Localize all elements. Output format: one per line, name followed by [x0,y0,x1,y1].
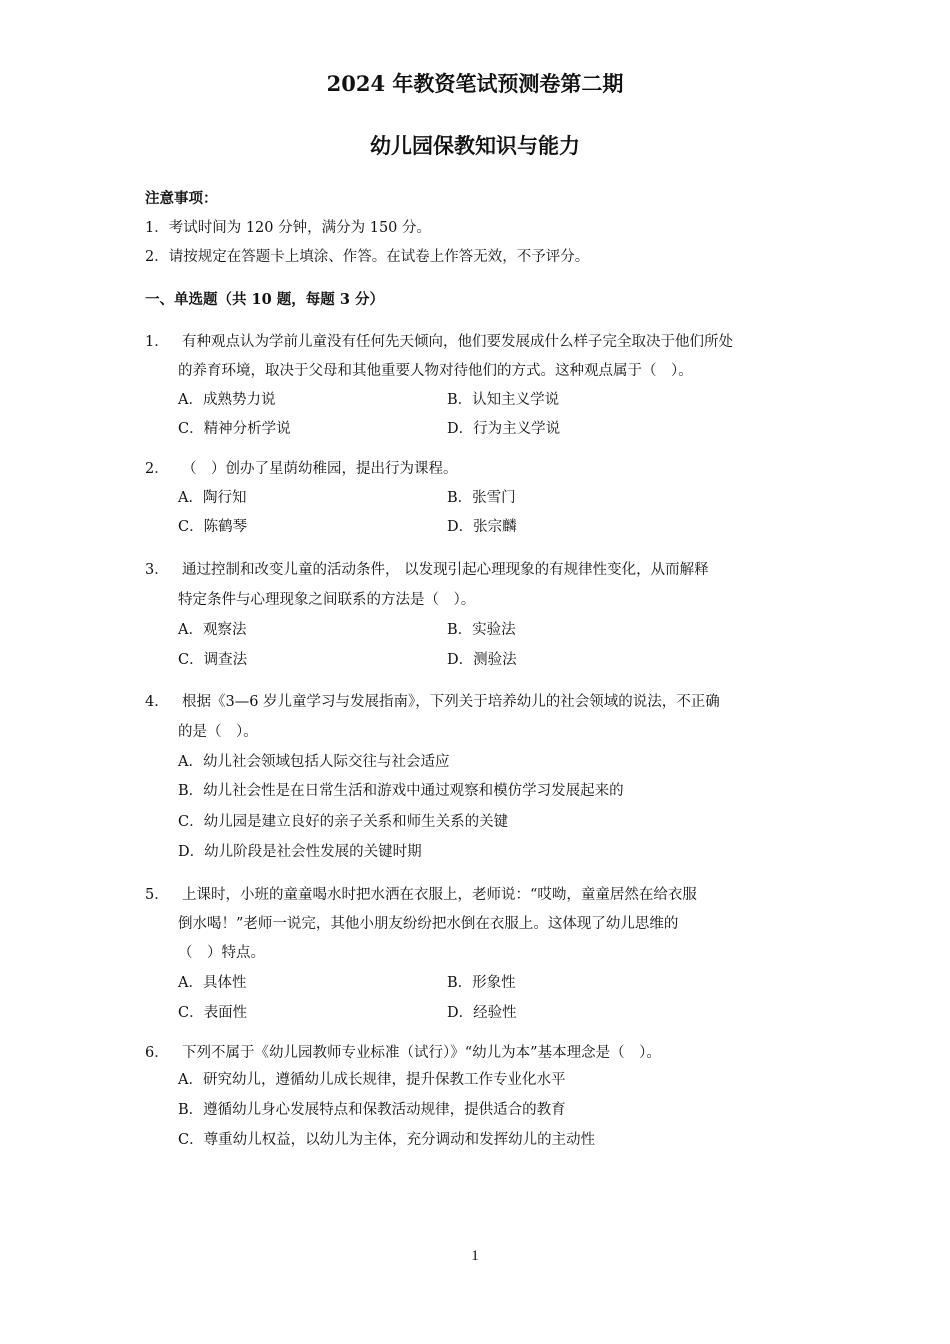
question-text: 的养育环境，取决于父母和其他重要人物对待他们的方式。这种观点属于（ ）。 [178,363,693,379]
notice-heading: 注意事项： [145,190,218,207]
section-heading: 一、单选题（共 10 题，每题 3 分） [145,291,384,308]
option-b: B．认知主义学说 [447,392,560,408]
option-b: B．实验法 [447,622,516,638]
option-b: B．遵循幼儿身心发展特点和保教活动规律，提供适合的教育 [178,1102,566,1118]
question-number: 6． [145,1045,169,1061]
question-number: 3． [145,562,169,578]
question-text: （ ）创办了星荫幼稚园，提出行为课程。 [182,461,458,477]
option-d: D．张宗麟 [447,519,517,535]
option-b: B．形象性 [447,975,516,991]
notice-item: 1．考试时间为 120 分钟，满分为 150 分。 [145,220,432,236]
question-text: 根据《3—6 岁儿童学习与发展指南》，下列关于培养幼儿的社会领域的说法，不正确 [182,694,720,710]
option-d: D．行为主义学说 [447,421,561,437]
option-c: C．幼儿园是建立良好的亲子关系和师生关系的关键 [178,814,509,830]
option-c: C．表面性 [178,1005,248,1021]
question-text: 的是（ ）。 [178,724,258,740]
option-d: D．经验性 [447,1005,517,1021]
option-c: C．调查法 [178,652,248,668]
notice-item: 2．请按规定在答题卡上填涂、作答。在试卷上作答无效，不予评分。 [145,249,590,265]
question-number: 4． [145,694,169,710]
question-text: （ ）特点。 [178,945,265,961]
question-text: 倒水喝！”老师一说完，其他小朋友纷纷把水倒在衣服上。这体现了幼儿思维的 [178,916,679,932]
option-d: D．测验法 [447,652,517,668]
option-a: A．陶行知 [178,490,247,506]
question-text: 通过控制和改变儿童的活动条件， 以发现引起心理现象的有规律性变化，从而解释 [182,562,709,578]
option-b: B．幼儿社会性是在日常生活和游戏中通过观察和模仿学习发展起来的 [178,783,624,799]
option-a: A．研究幼儿，遵循幼儿成长规律，提升保教工作专业化水平 [178,1072,566,1088]
exam-subtitle: 幼儿园保教知识与能力 [370,133,580,158]
option-c: C．陈鹤琴 [178,519,248,535]
option-d: D．幼儿阶段是社会性发展的关键时期 [178,844,422,860]
option-a: A．幼儿社会领域包括人际交往与社会适应 [178,754,450,770]
question-text: 上课时，小班的童童喝水时把水洒在衣服上，老师说：“哎呦，童童居然在给衣服 [182,887,697,903]
option-c: C．尊重幼儿权益，以幼儿为主体，充分调动和发挥幼儿的主动性 [178,1132,596,1148]
option-a: A．成熟势力说 [178,392,276,408]
option-c: C．精神分析学说 [178,421,291,437]
question-text: 下列不属于《幼儿园教师专业标准（试行）》“幼儿为本”基本理念是（ ）。 [182,1045,661,1061]
question-text: 有种观点认为学前儿童没有任何先天倾向，他们要发展成什么样子完全取决于他们所处 [182,334,733,350]
option-a: A．观察法 [178,622,247,638]
exam-title: 2024 年教资笔试预测卷第二期 [326,71,624,96]
page-number: 1 [471,1248,479,1264]
question-number: 5． [145,887,169,903]
question-number: 2． [145,461,169,477]
question-number: 1． [145,334,169,350]
option-b: B．张雪门 [447,490,516,506]
option-a: A．具体性 [178,975,247,991]
question-text: 特定条件与心理现象之间联系的方法是（ ）。 [178,592,476,608]
